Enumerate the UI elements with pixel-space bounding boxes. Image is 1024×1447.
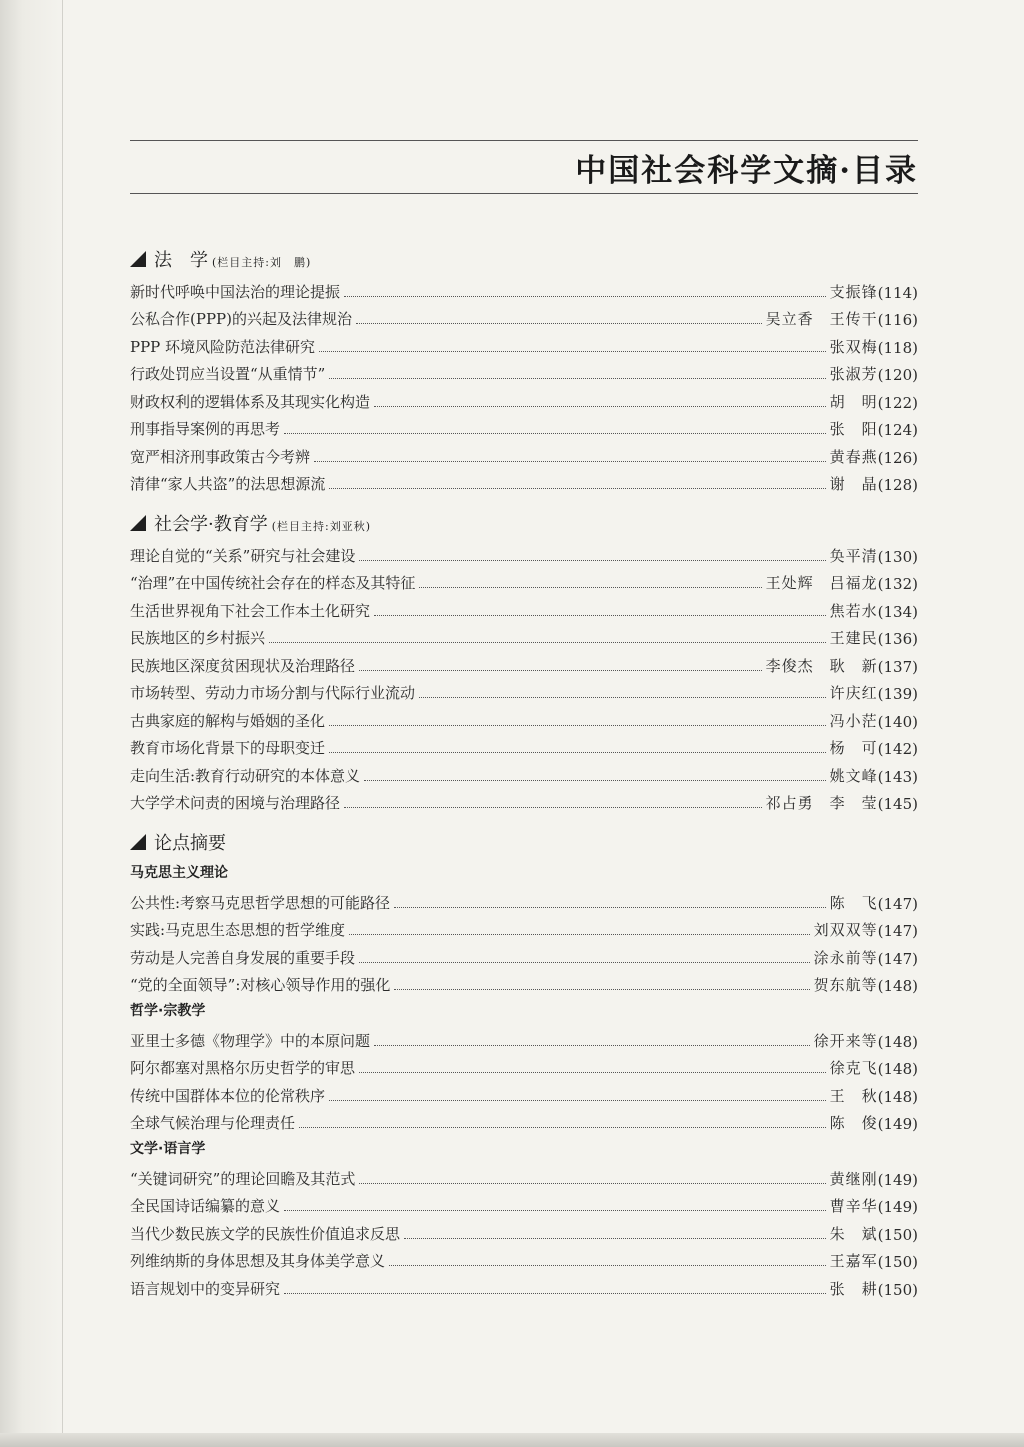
table-of-contents [130,246,918,1301]
subsection-title: 马克思主义理论 [130,865,228,881]
entry-page: (134) [877,602,918,621]
entry-title: 当代少数民族文学的民族性价值追求反思 [130,1224,401,1243]
toc-entry[interactable] [130,1273,918,1301]
entry-page: (136) [877,630,918,648]
entry-title: 古典家庭的解构与婚姻的圣化 [130,711,326,730]
entry-author: 吴立香 王传干 [765,310,878,328]
entry-author: 姚文峰 [829,766,878,785]
toc-entry[interactable] [130,1108,918,1136]
dot-leader [419,697,826,698]
subsection-title: 文学·语言学 [130,1141,206,1157]
dot-leader [329,378,825,379]
entry-author: 徐克飞 [829,1059,878,1077]
entry-author: 张淑芳 [829,365,878,383]
entry-author: 李俊杰 耿 新 [765,656,878,675]
entry-page: (149) [877,1170,918,1189]
entry-author: 祁占勇 李 莹 [765,794,878,812]
dot-leader [284,1210,826,1211]
entry-title: “党的全面领导”:对核心领导作用的强化 [130,976,391,994]
entry-page: (118) [877,338,918,357]
toc-entry[interactable] [130,276,918,304]
toc-entry[interactable] [130,1163,918,1191]
entry-title: 劳动是人完善自身发展的重要手段 [130,948,356,967]
toc-entry[interactable] [130,540,918,568]
entry-title: 理论自觉的“关系”研究与社会建设 [130,546,356,565]
entry-title: 实践:马克思生态思想的哲学维度 [130,921,346,939]
entry-author: 许庆红 [829,684,878,702]
entry-author: 曹辛华 [829,1197,878,1215]
entry-title: 宽严相济刑事政策古今考辨 [130,447,311,466]
toc-entry[interactable] [130,915,918,943]
toc-entry[interactable] [130,595,918,623]
dot-leader [344,296,826,297]
toc-entry[interactable] [130,650,918,678]
binding-edge [62,0,63,1447]
entry-author: 黄继刚 [829,1169,878,1188]
section-triangle-icon [130,251,146,267]
toc-entry[interactable] [130,887,918,915]
section-heading [130,510,918,540]
entry-title: 列维纳斯的身体思想及其身体美学意义 [130,1252,386,1270]
dot-leader [419,587,761,588]
toc-entry[interactable] [130,331,918,359]
section-triangle-icon [130,834,146,850]
toc-entry[interactable] [130,942,918,970]
entry-page: (142) [877,740,918,758]
entry-title: 大学学术问责的困境与治理路径 [130,794,341,812]
entry-title: 亚里士多德《物理学》中的本原问题 [130,1031,371,1050]
entry-page: (150) [877,1280,918,1299]
entry-title: 公共性:考察马克思哲学思想的可能路径 [130,893,391,912]
dot-leader [374,615,826,616]
entry-title: 生活世界视角下社会工作本土化研究 [130,601,371,620]
entry-author: 冯小茫 [829,711,878,730]
entry-title: 民族地区的乡村振兴 [130,629,266,647]
entry-title: 行政处罚应当设置“从重情节” [130,365,326,383]
entry-author: 支振锋 [829,282,878,301]
entry-page: (139) [877,685,918,703]
entry-page: (137) [877,657,918,676]
dot-leader [374,406,826,407]
dot-leader [389,1265,826,1266]
entry-author: 陈 俊 [829,1114,878,1132]
dot-leader [404,1238,826,1239]
page-title: 中国社会科学文摘·目录 [575,153,918,189]
toc-entry[interactable] [130,1246,918,1274]
toc-entry[interactable] [130,568,918,596]
entry-title: 全球气候治理与伦理责任 [130,1114,296,1132]
entry-title: 财政权利的逻辑体系及其现实化构造 [130,392,371,411]
entry-author: 张 耕 [829,1279,878,1298]
entry-page: (145) [877,795,918,813]
toc-entry[interactable] [130,1080,918,1108]
entry-title: PPP 环境风险防范法律研究 [130,337,316,356]
dot-leader [374,1045,810,1046]
toc-entry[interactable] [130,359,918,387]
section-heading [130,246,918,276]
dot-leader [319,351,826,352]
entry-title: 语言规划中的变异研究 [130,1279,281,1298]
dot-leader [394,989,809,990]
entry-title: 民族地区深度贫困现状及治理路径 [130,656,356,675]
page-gutter-shadow [0,0,64,1447]
dot-leader [314,461,826,462]
toc-entry[interactable] [130,678,918,706]
entry-author: 王建民 [829,629,878,647]
entry-title: 公私合作(PPP)的兴起及法律规治 [130,310,352,328]
dot-leader [329,725,826,726]
dot-leader [269,642,826,643]
entry-page: (148) [877,1087,918,1106]
section-host: (栏目主持:刘 鹏) [212,256,312,269]
entry-page: (148) [877,1032,918,1051]
entry-author: 陈 飞 [829,893,878,912]
entry-author: 涂永前等 [813,948,878,967]
dot-leader [284,1293,826,1294]
toc-entry[interactable] [130,414,918,442]
toc-entry[interactable] [130,733,918,761]
toc-entry[interactable] [130,1025,918,1053]
scan-bottom-edge [0,1433,1024,1447]
section-title: 法 学 [154,250,208,271]
entry-title: “关键词研究”的理论回瞻及其范式 [130,1169,356,1188]
section-gap [130,496,918,510]
entry-author: 张双梅 [829,337,878,356]
entry-author: 刘双双等 [813,921,878,939]
entry-page: (114) [877,283,918,302]
dot-leader [356,323,762,324]
dot-leader [359,962,810,963]
entry-title: 市场转型、劳动力市场分割与代际行业流动 [130,684,416,702]
entry-author: 杨 可 [829,739,878,757]
entry-page: (149) [877,1115,918,1133]
entry-title: “治理”在中国传统社会存在的样态及其特征 [130,574,416,592]
entry-page: (124) [877,421,918,439]
toc-entry[interactable] [130,386,918,414]
entry-page: (126) [877,448,918,467]
entry-title: 刑事指导案例的再思考 [130,420,281,438]
section-gap [130,815,918,829]
entry-author: 王处辉 吕福龙 [765,574,878,592]
entry-page: (148) [877,977,918,995]
entry-page: (130) [877,547,918,566]
entry-author: 黄春燕 [829,447,878,466]
entry-page: (147) [877,894,918,913]
toc-header [130,140,918,194]
entry-author: 焦若水 [829,601,878,620]
dot-leader [364,780,826,781]
dot-leader [359,1072,826,1073]
dot-leader [394,907,826,908]
entry-page: (150) [877,1225,918,1244]
entry-page: (128) [877,476,918,494]
entry-author: 谢 晶 [829,475,878,493]
entry-page: (150) [877,1253,918,1271]
toc-entry[interactable] [130,623,918,651]
dot-leader [359,560,825,561]
toc-entry[interactable] [130,705,918,733]
toc-entry[interactable] [130,1218,918,1246]
entry-title: 阿尔都塞对黑格尔历史哲学的审思 [130,1059,356,1077]
entry-page: (143) [877,767,918,786]
entry-title: 清律“家人共盗”的法思想源流 [130,475,326,493]
section-title: 论点摘要 [154,833,226,854]
entry-author: 朱 斌 [829,1224,878,1243]
entry-page: (132) [877,575,918,593]
dot-leader [299,1127,826,1128]
section-title: 社会学·教育学 [154,514,268,535]
toc-entry[interactable] [130,788,918,816]
entry-author: 徐开来等 [813,1031,878,1050]
toc-entry[interactable] [130,760,918,788]
entry-page: (147) [877,922,918,940]
dot-leader [349,934,810,935]
entry-page: (122) [877,393,918,412]
entry-title: 教育市场化背景下的母职变迁 [130,739,326,757]
dot-leader [329,1100,826,1101]
entry-author: 王 秋 [829,1086,878,1105]
entry-page: (148) [877,1060,918,1078]
section-heading [130,829,918,859]
dot-leader [359,1183,825,1184]
entry-author: 胡 明 [829,392,878,411]
toc-entry[interactable] [130,469,918,497]
toc-entry[interactable] [130,1053,918,1081]
entry-page: (120) [877,366,918,384]
toc-entry[interactable] [130,304,918,332]
dot-leader [329,752,826,753]
entry-author: 奂平清 [829,546,878,565]
entry-page: (149) [877,1198,918,1216]
entry-title: 全民国诗话编纂的意义 [130,1197,281,1215]
toc-entry[interactable] [130,970,918,998]
entry-page: (116) [877,311,918,329]
dot-leader [329,488,825,489]
subsection-title: 哲学·宗教学 [130,1003,206,1019]
dot-leader [359,670,762,671]
entry-title: 走向生活:教育行动研究的本体意义 [130,766,361,785]
entry-author: 张 阳 [829,420,878,438]
toc-entry[interactable] [130,1191,918,1219]
entry-page: (140) [877,712,918,731]
entry-page: (147) [877,949,918,968]
entry-title: 新时代呼唤中国法治的理论提振 [130,282,341,301]
section-triangle-icon [130,515,146,531]
dot-leader [344,807,762,808]
section-host: (栏目主持:刘亚秋) [271,520,372,533]
entry-title: 传统中国群体本位的伦常秩序 [130,1086,326,1105]
entry-author: 王嘉军 [829,1252,878,1270]
dot-leader [284,433,826,434]
toc-entry[interactable] [130,441,918,469]
entry-author: 贺东航等 [813,976,878,994]
